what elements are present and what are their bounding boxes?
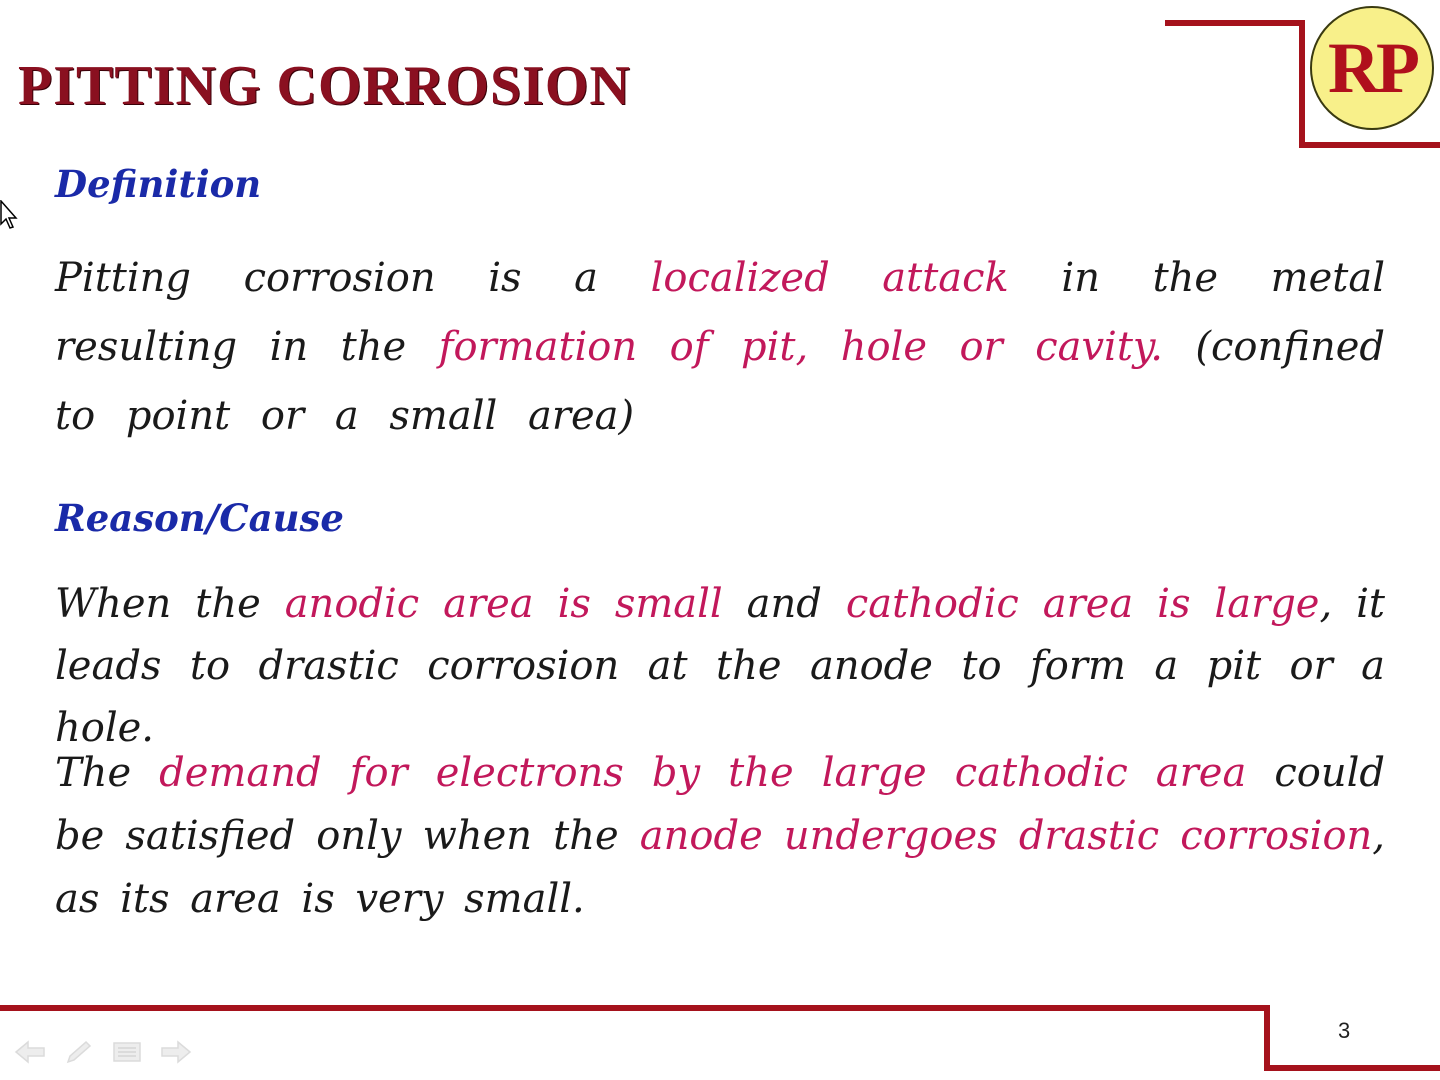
reason2-highlight-demand: demand for electrons by the large cathodic area xyxy=(159,750,1247,796)
top-right-border-horizontal xyxy=(1165,20,1305,26)
reason-paragraph-2 xyxy=(55,742,1385,931)
slideshow-nav xyxy=(14,1038,192,1066)
slide-title: PITTING CORROSION xyxy=(18,55,631,117)
reason-heading: Reason/Cause xyxy=(55,496,344,540)
top-right-border-vertical xyxy=(1299,20,1305,148)
pen-icon[interactable] xyxy=(62,1038,96,1066)
definition-highlight-localized-attack: localized attack xyxy=(650,255,1009,301)
bottom-border-right xyxy=(1264,1065,1440,1071)
next-arrow-icon[interactable] xyxy=(158,1038,192,1066)
definition-text-1: Pitting corrosion is a xyxy=(55,255,651,301)
reason2-highlight-anode: anode undergoes drastic corrosion xyxy=(639,813,1373,859)
reason-paragraph-1 xyxy=(55,573,1385,759)
bottom-border-horizontal xyxy=(0,1005,1270,1011)
definition-paragraph xyxy=(55,244,1385,451)
menu-icon[interactable] xyxy=(110,1038,144,1066)
definition-heading: Definition xyxy=(55,162,262,206)
page-number: 3 xyxy=(1338,1018,1351,1043)
mouse-pointer-icon xyxy=(0,200,20,230)
bottom-border-vertical xyxy=(1264,1005,1270,1071)
reason1-highlight-anodic: anodic area is small xyxy=(284,581,723,627)
reason1-text-3: , it leads to drastic corrosion at the anode to form a pit or a hole. xyxy=(55,581,1385,751)
reason2-text-1: The xyxy=(55,750,160,796)
reason1-highlight-cathodic: cathodic area is large xyxy=(845,581,1320,627)
definition-text-3: (confined to point or a small area) xyxy=(55,324,1385,439)
definition-highlight-formation: formation of pit, hole or cavity. xyxy=(438,324,1163,370)
definition-text-2: in the metal resulting in the xyxy=(55,255,1385,370)
reason1-text-1: When the xyxy=(55,581,285,627)
reason2-text-2: could be satisfied only when the xyxy=(55,750,1386,859)
reason1-text-2: and xyxy=(722,581,846,627)
previous-arrow-icon[interactable] xyxy=(14,1038,48,1066)
top-right-border-bottom xyxy=(1299,142,1440,148)
reason2-text-3: , as its area is very small. xyxy=(55,813,1385,922)
rp-logo: RP xyxy=(1310,6,1434,130)
